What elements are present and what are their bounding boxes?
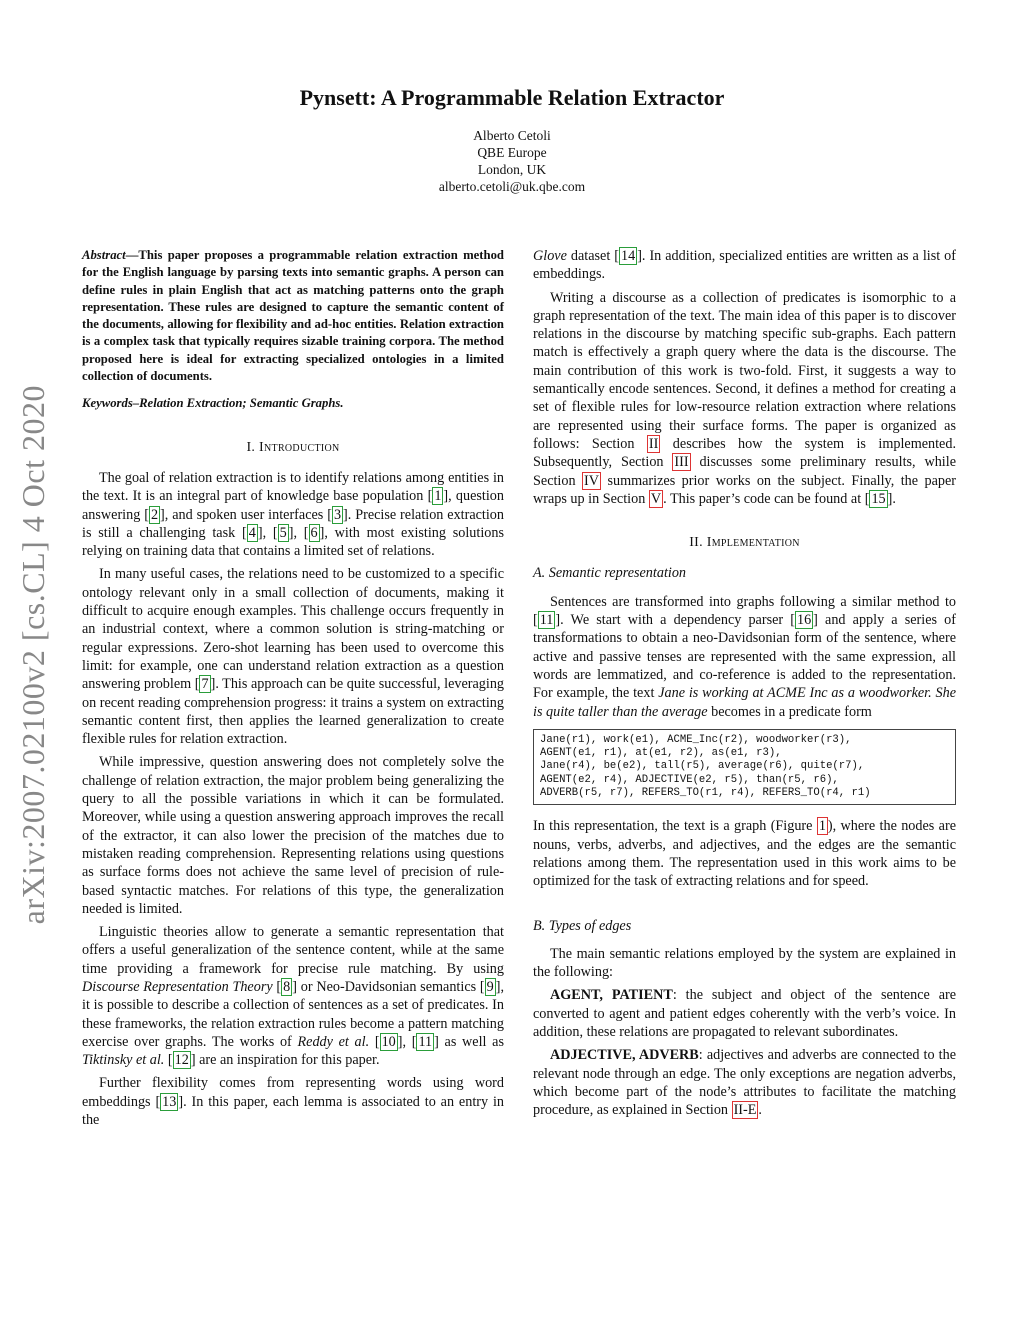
paper-title: Pynsett: A Programmable Relation Extractor xyxy=(299,85,725,110)
text-run: , with most existing solutions relying on training data that contains a limited set of relations. xyxy=(82,524,504,560)
italic-run: Jane is working at ACME Inc as a woodworker. She is quite taller than the average xyxy=(533,685,956,720)
citation-link[interactable]: 13 xyxy=(162,1093,177,1110)
impl-paragraph-adjective-adverb xyxy=(533,1046,956,1119)
citation-link[interactable]: 1 xyxy=(434,488,442,505)
text-run: or Neo-Davidsonian semantics xyxy=(296,978,480,995)
left-column xyxy=(82,247,504,1134)
italic-run: Tiktinsky et al. xyxy=(82,1052,165,1069)
citation-link[interactable]: 8 xyxy=(283,978,291,995)
text-run: . In this paper, each lemma is associated to an entry in the xyxy=(82,1093,504,1129)
citation-link[interactable]: 11 xyxy=(418,1033,433,1050)
citation-link[interactable]: 15 xyxy=(871,490,886,507)
arxiv-stamp-text: arXiv:2007.02100v2 [cs.CL] 4 Oct 2020 xyxy=(14,385,51,925)
subsection-heading-semantic-representation xyxy=(533,564,956,582)
author-affiliation: QBE Europe xyxy=(477,145,547,160)
intro-paragraph-3: While impressive, question answering does not completely solve the challenge of relation extraction, the major problem being generalizing the query to all the possible variations in which it can be formulated. Moreover, while using a question answering approach improves the recall of the extractor, it can also lower the precision of the matches due to mistaken reading comprehension. Representing relations using questions as surface forms does not achieve the same level of precision of rule-based syntactic matches. For relations of this type, the generalization needed is limited. xyxy=(82,754,504,917)
text-run xyxy=(273,979,277,995)
text-run: : adjectives and adverbs are connected to the relevant node through an edge. The only exceptions are negation adverbs, which become part of the node’s attributes to facilitate the matching procedure, as explained in Section xyxy=(533,1047,956,1119)
abstract-label: Abstract xyxy=(82,248,126,262)
text-run: are an inspiration for this paper. xyxy=(195,1052,380,1069)
figure-link[interactable]: 1 xyxy=(818,818,826,835)
text-run: . This approach can be quite successful, leveraging on recent reading comprehension progress: it trains a system on extracting semantic content first, then applies the learned generalization to create flexible rules for relation extraction. xyxy=(82,676,505,748)
text-run: becomes in a predicate form xyxy=(707,703,872,720)
text-run xyxy=(164,1052,168,1068)
italic-run: Glove xyxy=(533,248,567,264)
bold-run: ADJECTIVE, ADVERB xyxy=(550,1047,699,1064)
citation-link[interactable]: 3 xyxy=(333,506,342,523)
text-run: , and spoken user interfaces xyxy=(164,506,328,523)
text-run: , it is possible to describe a collection of sentences as a set of predicates. In these frameworks, the relation extraction rules become a pattern matching exercise over graphs. The works of xyxy=(82,978,505,1050)
italic-run: Discourse Representation Theory xyxy=(82,978,273,995)
text-run: . xyxy=(758,1102,762,1119)
citation-link[interactable]: 14 xyxy=(621,248,636,264)
text-run: . xyxy=(892,490,896,507)
citation-link[interactable]: 16 xyxy=(796,612,812,629)
bold-run: AGENT, PATIENT xyxy=(550,987,673,1004)
text-run: . In addition, specialized entities are written as a list of embeddings. xyxy=(533,248,956,283)
text-run: summarizes prior works on the subject. Finally, the paper wraps up in Section xyxy=(533,472,956,507)
text-run: as well as xyxy=(438,1033,504,1050)
keywords: Keywords–Relation Extraction; Semantic Graphs. xyxy=(82,396,344,411)
author-name: Alberto Cetoli xyxy=(473,128,551,143)
text-run: In this representation, the text is a graph (Figure xyxy=(533,818,817,835)
code-line: ADVERB(r5, r7), REFERS_TO(r1, r4), REFERS_TO(r4, r1) xyxy=(540,787,871,800)
intro-paragraph-4: Linguistic theories allow to generate a semantic representation that offers a useful generalization of the sentence content, while at the same time providing a framework for precise rule matching. By using Discourse Representation Theory [ 8 ] or Neo-Davidsonian semantics [ 9 ], it is possible to describe a collection of sentences as a set of predicates. In these frameworks, the relation extraction rules become a pattern matching exercise over graphs. The works of Reddy et al. [ 10 ], [ 11 ] as well as Tiktinsky et al. [ 12 ] are an inspiration for this paper. xyxy=(82,924,505,1069)
impl-paragraph-1: Sentences are transformed into graphs following a similar method to [ 11 ]. We start with a dependency parser [ 16 ] and apply a series of transformations to obtain a neo-Davidsonian form of the sentence, where active and passive tenses are represented with the same expression, all words are lemmatized, and co-reference is added to the representation. For example, the text Jane is working at ACME Inc as a woodworker. She is quite taller than the average becomes in a predicate form xyxy=(533,593,956,720)
paper-header xyxy=(0,85,1024,195)
section-number: I. xyxy=(246,439,256,455)
text-run: Further flexibility comes from representing words using word embeddings xyxy=(82,1075,504,1110)
subsection-title: Types of edges xyxy=(548,917,632,934)
citation-link[interactable]: 10 xyxy=(381,1033,396,1050)
italic-run: Reddy et al. xyxy=(297,1033,370,1050)
text-run: : the subject and object of the sentence are converted to agent and patient edges coherently with the verb’s voice. In addition, these relations are propagated to relevant subordinates. xyxy=(533,987,957,1040)
text-run: The goal of relation extraction is to identify relations among entities in the text. It is an integral part of knowledge base population xyxy=(82,469,504,505)
impl-paragraph-3: The main semantic relations employed by the system are explained in the following: xyxy=(533,945,956,981)
citation-link[interactable]: 11 xyxy=(539,612,554,629)
code-line: AGENT(e1, r1), at(e1, r2), as(e1, r3), xyxy=(540,747,782,760)
predicate-code-box xyxy=(533,729,956,805)
section-title: Implementation xyxy=(706,535,800,551)
citation-link[interactable]: 5 xyxy=(279,524,287,541)
citation-link[interactable]: 9 xyxy=(486,978,494,995)
subsection-title: Semantic representation xyxy=(548,565,687,582)
code-line: Jane(r4), be(e2), tall(r5), average(r6), quite(r7), xyxy=(540,760,865,773)
section-link[interactable]: V xyxy=(650,490,662,507)
right-column xyxy=(533,247,956,1124)
citation-link[interactable]: 6 xyxy=(310,524,318,541)
abstract xyxy=(82,247,504,385)
text-run: , question answering xyxy=(82,488,504,523)
section-link[interactable]: II-E xyxy=(733,1102,757,1119)
section-link[interactable]: II xyxy=(648,435,659,452)
intro-paragraph-6: Writing a discourse as a collection of predicates is isomorphic to a graph representation of the text. The main idea of this paper is to discover relations in the discourse by matching specific sub-graphs. Each pattern match is effectively a graph query where the data is the discourse. The main contribution of this work is two-fold. First, it suggests a way to semantically encode sentences. Second, it defines a method for creating a set of flexible rules for low-resource relation extraction where relations are represented using their surface forms. The paper is organized as follows: Section II describes how the system is implemented. Subsequently, Section III discusses some preliminary results, while Section IV summarizes prior works on the subject. Finally, the paper wraps up in Section V . This paper’s code can be found at [ 15 ]. xyxy=(533,289,956,507)
author-email: alberto.cetoli@uk.qbe.com xyxy=(438,179,586,194)
section-heading-implementation xyxy=(533,534,956,552)
section-title: Introduction xyxy=(259,439,340,455)
citation-link[interactable]: 2 xyxy=(150,506,159,523)
section-link[interactable]: III xyxy=(674,454,689,471)
text-run: ), where the nodes are nouns, verbs, adverbs, and adjectives, and the edges are the semantic relations among them. The representation used in this work aims to be optimized for the task of extracting relations and for speed. xyxy=(533,818,956,890)
intro-paragraph-5: Further flexibility comes from representing words using word embeddings [ 13 ]. In this paper, each lemma is associated to an entry in the xyxy=(82,1075,504,1129)
text-run: and apply a series of transformations to obtain a neo-Davidsonian form of the sentence, where active and passive tenses are represented with the same expression, all words are lemmatized, and co-reference is added to the representation. For example, the text xyxy=(533,612,956,702)
code-line: AGENT(e2, r4), ADJECTIVE(e2, r5), than(r5, r6), xyxy=(540,773,839,786)
text-run: . Precise relation extraction is still a challenging task xyxy=(82,506,504,541)
author-location: London, UK xyxy=(477,162,547,177)
text-run: dataset xyxy=(566,248,615,264)
text-run: . We start with a dependency parser xyxy=(560,612,791,629)
arxiv-stamp xyxy=(8,365,58,945)
text-run: . This paper’s code can be found at xyxy=(663,490,865,507)
impl-paragraph-agent-patient xyxy=(533,986,956,1041)
subsection-number: A. xyxy=(533,565,546,582)
citation-link[interactable]: 4 xyxy=(248,524,256,541)
section-heading-introduction xyxy=(82,439,504,457)
text-run: , xyxy=(262,524,273,541)
subsection-heading-types-of-edges xyxy=(533,917,956,935)
code-line: Jane(r1), work(e1), ACME_Inc(r2), woodworker(r3), xyxy=(540,733,852,746)
subsection-number: B. xyxy=(533,917,546,934)
text-run: , xyxy=(293,524,304,541)
intro-paragraph-1: The goal of relation extraction is to identify relations among entities in the text. It is an integral part of knowledge base population [ 1 ], question answering [ 2 ], and spoken user interfaces [ 3 ]. Precise relation extraction is still a challenging task [ 4 ], [ 5 ], [ 6 ], with most existing solutions relying on training data that contains a limited set of relations. xyxy=(82,469,504,560)
impl-paragraph-2 xyxy=(533,817,956,890)
intro-paragraph-2: In many useful cases, the relations need to be customized to a specific ontology relevant only in a small collection of documents, making it difficult to acquire enough examples. This challenge occurs frequently in an industrial context, where a common solution is string-matching or regular expressions. Zero-shot learning has been used to overcome this limit: for example, one can understand relation extraction as a question answering problem [ 7 ]. This approach can be quite successful, leveraging on recent reading comprehension progress: it trains a system on extracting semantic content first, then applies the learned generalization to create flexible rules for relation extraction. xyxy=(82,566,505,748)
citation-link[interactable]: 12 xyxy=(174,1052,189,1069)
text-run: Linguistic theories allow to generate a semantic representation that offers a useful generalization of the sentence content, while at the same time providing a framework for precise rule matching. By using xyxy=(82,924,504,977)
text-run: In many useful cases, the relations need to be customized to a specific ontology relevant only in a small collection of documents, making it difficult to acquire enough examples. This challenge occurs frequently in an industrial context, where a common solution is string-matching or regular expressions. Zero-shot learning has been used to overcome this limit: for example, one can understand relation extraction as a question answering problem xyxy=(82,566,504,693)
citation-link[interactable]: 7 xyxy=(201,676,209,693)
text-run: Sentences are transformed into graphs following a similar method to xyxy=(550,593,956,610)
abstract-text: —This paper proposes a programmable relation extraction method for the English language by parsing texts into semantic graphs. A person can define rules in plain English that act as matching patterns onto the graph representation. These rules are designed to capture the semantic content of the documents, allowing for flexibility and ad-hoc entities. Relation extraction is a complex task that typically requires sizable training corpora. The method proposed here is ideal for extracting specialized ontologies in a limited collection of documents. xyxy=(82,248,504,384)
text-run: discusses some preliminary results, while Section xyxy=(533,454,956,489)
text-run: , xyxy=(402,1033,412,1050)
intro-paragraph-5-continued: Glove dataset [ 14 ]. In addition, specialized entities are written as a list of embeddings. xyxy=(533,248,956,283)
section-number: II. xyxy=(689,535,703,551)
text-run xyxy=(369,1034,375,1050)
text-run: Writing a discourse as a collection of predicates is isomorphic to a graph representation of the text. The main idea of this paper is to discover relations in the discourse by matching specific sub-graphs. Each pattern match is effectively a graph query where the data is the discourse. The main contribution of this work is two-fold. First, it suggests a way to semantically encode sentences. Second, it defines a method for creating a set of flexible rules for low-resource relation extraction where relations are represented using their surface forms. The paper is organized as follows: Section xyxy=(533,289,956,452)
text-run: describes how the system is implemented. Subsequently, Section xyxy=(533,435,956,471)
section-link[interactable]: IV xyxy=(584,472,599,489)
